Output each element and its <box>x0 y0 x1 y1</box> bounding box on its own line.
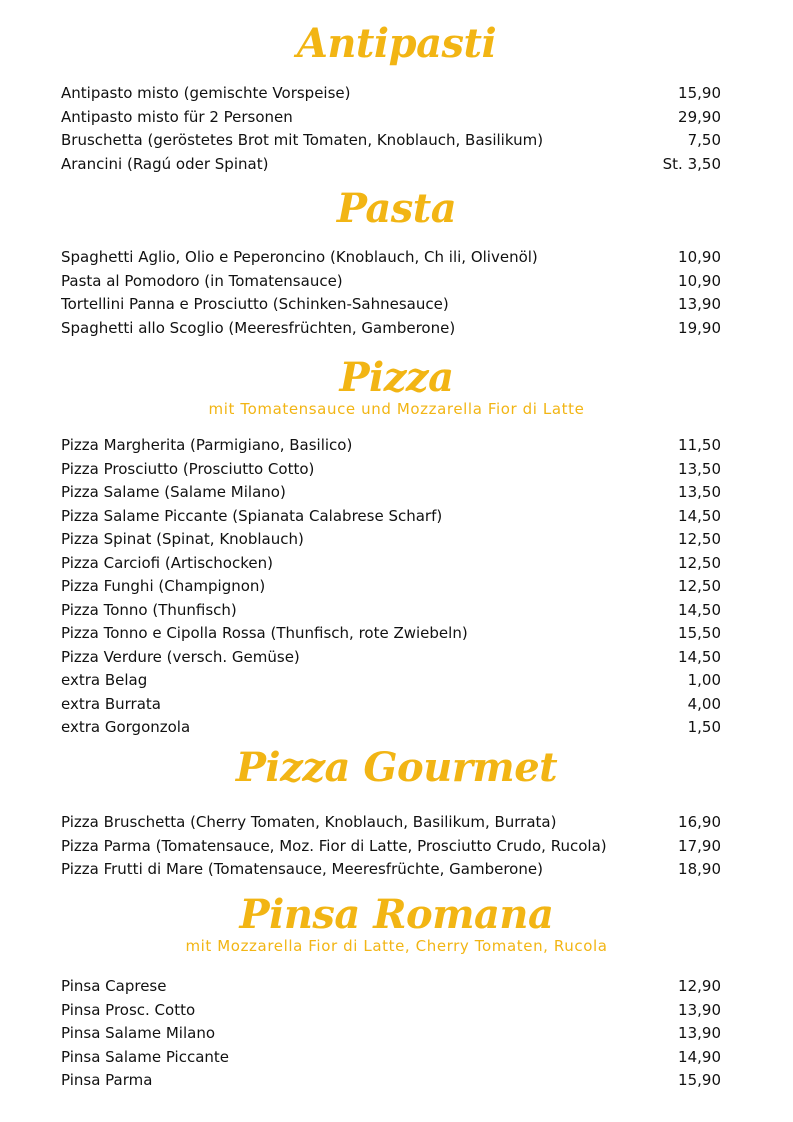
item-price: 15,90 <box>678 1071 721 1089</box>
menu-item <box>61 858 721 882</box>
menu-item <box>61 246 721 270</box>
item-price: 16,90 <box>678 813 721 831</box>
menu-item <box>61 575 721 599</box>
item-price: 13,90 <box>678 1000 721 1019</box>
menu-item <box>61 505 721 529</box>
section-title: Pizza Gourmet <box>235 744 558 791</box>
menu-item <box>61 129 721 153</box>
item-price: 15,50 <box>678 624 721 642</box>
item-name: Pizza Tonno e Cipolla Rossa (Thunfisch, rote Zwiebeln) <box>61 624 468 642</box>
item-price: St. 3,50 <box>662 154 721 173</box>
menu-item <box>61 481 721 505</box>
section-pasta <box>0 185 793 232</box>
menu-item <box>61 293 721 317</box>
item-price: 4,00 <box>687 694 721 713</box>
item-price: 13,50 <box>678 459 721 478</box>
item-name: Pizza Bruschetta (Cherry Tomaten, Knoblauch, Basilikum, Burrata) <box>61 813 557 831</box>
menu-item <box>61 106 721 130</box>
item-name: Tortellini Panna e Prosciutto (Schinken-Sahnesauce) <box>61 295 449 313</box>
menu-item <box>61 1046 721 1070</box>
item-price: 13,90 <box>678 295 721 313</box>
menu-item <box>61 528 721 552</box>
pinsa-romana-list <box>61 975 721 1093</box>
item-price: 14,50 <box>678 647 721 666</box>
item-name: Pinsa Parma <box>61 1071 153 1089</box>
item-price: 7,50 <box>687 131 721 149</box>
item-name: Arancini (Ragú oder Spinat) <box>61 154 269 173</box>
section-title: Pizza <box>339 354 454 401</box>
pizza-list <box>61 434 721 740</box>
section-title: Pasta <box>336 185 457 232</box>
item-name: Pizza Carciofi (Artischocken) <box>61 553 273 572</box>
item-name: Pizza Tonno (Thunfisch) <box>61 600 237 619</box>
item-price: 12,50 <box>678 530 721 548</box>
pasta-list <box>61 246 721 340</box>
item-name: Pizza Frutti di Mare (Tomatensauce, Meeresfrüchte, Gamberone) <box>61 860 543 878</box>
menu-item <box>61 669 721 693</box>
section-title: Antipasti <box>296 20 497 67</box>
section-subtitle: mit Mozzarella Fior di Latte, Cherry Tomaten, Rucola <box>185 937 608 955</box>
section-antipasti <box>0 20 793 67</box>
item-name: Pasta al Pomodoro (in Tomatensauce) <box>61 271 343 290</box>
section-pizza-gourmet <box>0 744 793 791</box>
item-name: Antipasto misto für 2 Personen <box>61 107 293 126</box>
item-price: 13,90 <box>678 1024 721 1042</box>
item-price: 11,50 <box>678 436 721 454</box>
section-title: Pinsa Romana <box>239 891 554 938</box>
item-name: Antipasto misto (gemischte Vorspeise) <box>61 84 351 102</box>
section-pizza <box>0 354 793 418</box>
item-name: Pizza Verdure (versch. Gemüse) <box>61 647 300 666</box>
item-price: 12,50 <box>678 577 721 595</box>
item-name: Pinsa Caprese <box>61 977 167 995</box>
menu-item <box>61 811 721 835</box>
item-price: 10,90 <box>678 248 721 266</box>
item-price: 19,90 <box>678 318 721 337</box>
item-price: 12,50 <box>678 553 721 572</box>
item-name: Spaghetti allo Scoglio (Meeresfrüchten, Gamberone) <box>61 318 456 337</box>
item-name: Pinsa Salame Milano <box>61 1024 215 1042</box>
item-price: 12,90 <box>678 977 721 995</box>
item-price: 1,50 <box>687 718 721 736</box>
menu-item <box>61 999 721 1023</box>
item-name: Bruschetta (geröstetes Brot mit Tomaten, Knoblauch, Basilikum) <box>61 131 544 149</box>
item-price: 14,90 <box>678 1047 721 1066</box>
item-name: Pizza Margherita (Parmigiano, Basilico) <box>61 436 353 454</box>
menu-item <box>61 153 721 177</box>
item-price: 13,50 <box>678 483 721 501</box>
antipasti-list <box>61 82 721 176</box>
item-name: Pinsa Prosc. Cotto <box>61 1000 196 1019</box>
menu-item <box>61 317 721 341</box>
item-name: Spaghetti Aglio, Olio e Peperoncino (Knoblauch, Ch ili, Olivenöl) <box>61 248 538 266</box>
section-pinsa-romana <box>0 891 793 955</box>
menu-item <box>61 552 721 576</box>
menu-item <box>61 835 721 859</box>
item-price: 14,50 <box>678 506 721 525</box>
menu-item <box>61 622 721 646</box>
menu-item <box>61 599 721 623</box>
item-name: Pinsa Salame Piccante <box>61 1047 230 1066</box>
item-price: 18,90 <box>678 860 721 878</box>
item-name: Pizza Funghi (Champignon) <box>61 577 266 595</box>
item-name: extra Burrata <box>61 694 161 713</box>
item-name: extra Belag <box>61 671 148 689</box>
menu-item <box>61 975 721 999</box>
item-name: extra Gorgonzola <box>61 718 191 736</box>
menu-item <box>61 82 721 106</box>
menu-item <box>61 1069 721 1093</box>
menu-item <box>61 270 721 294</box>
item-price: 14,50 <box>678 600 721 619</box>
section-subtitle: mit Tomatensauce und Mozzarella Fior di Latte <box>208 400 585 418</box>
menu-item <box>61 1022 721 1046</box>
menu-item <box>61 716 721 740</box>
item-price: 17,90 <box>678 836 721 855</box>
menu-item <box>61 458 721 482</box>
item-name: Pizza Parma (Tomatensauce, Moz. Fior di Latte, Prosciutto Crudo, Rucola) <box>61 836 607 855</box>
menu-item <box>61 646 721 670</box>
menu-item <box>61 693 721 717</box>
item-name: Pizza Salame (Salame Milano) <box>61 483 286 501</box>
item-price: 15,90 <box>678 84 721 102</box>
pizza-gourmet-list <box>61 811 721 882</box>
item-name: Pizza Salame Piccante (Spianata Calabrese Scharf) <box>61 506 443 525</box>
item-name: Pizza Prosciutto (Prosciutto Cotto) <box>61 459 315 478</box>
item-price: 1,00 <box>687 671 721 689</box>
item-name: Pizza Spinat (Spinat, Knoblauch) <box>61 530 304 548</box>
menu-item <box>61 434 721 458</box>
item-price: 29,90 <box>678 107 721 126</box>
item-price: 10,90 <box>678 271 721 290</box>
